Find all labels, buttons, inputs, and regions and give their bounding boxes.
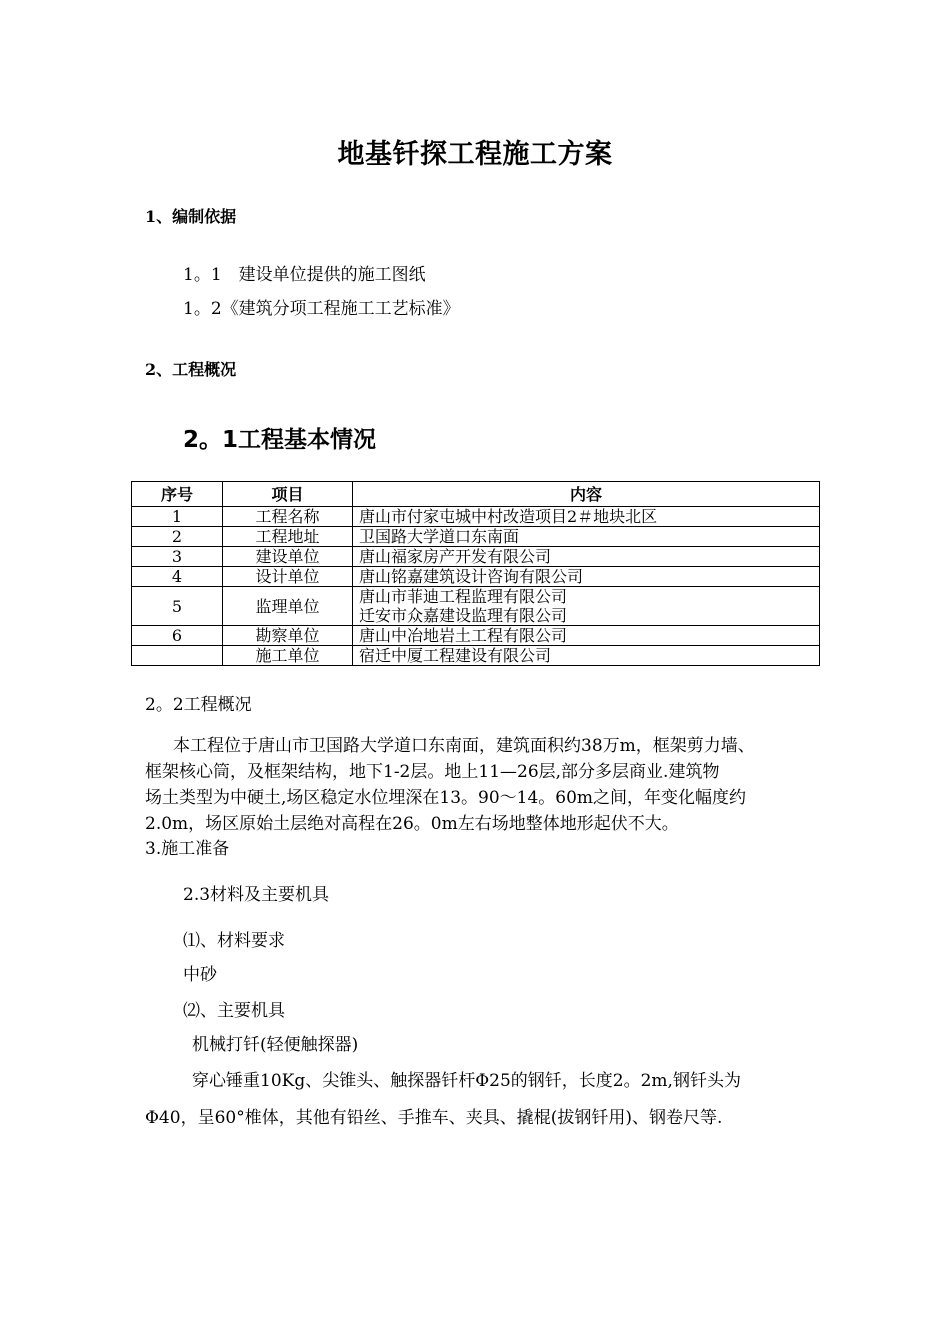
materials-machines-heading: 2.3材料及主要机具 [183, 885, 330, 905]
row-item: 施工单位 [223, 646, 353, 666]
basis-item-2: 1。2《建筑分项工程施工工艺标准》 [183, 299, 460, 319]
header-no: 序号 [132, 482, 223, 507]
overview-line: 场土类型为中硬土,场区稳定水位埋深在13。90～14。60m之间，年变化幅度约 [145, 788, 747, 808]
row-item: 工程名称 [223, 507, 353, 527]
materials-label: ⑴、材料要求 [183, 931, 285, 951]
row-item: 建设单位 [223, 547, 353, 567]
row-item: 勘察单位 [223, 626, 353, 646]
overview-line: 本工程位于唐山市卫国路大学道口东南面，建筑面积约38万m，框架剪力墙、 [173, 736, 755, 756]
row-no [132, 646, 223, 666]
overview-line: 2.0m，场区原始土层绝对高程在26。0m左右场地整体地形起伏不大。 [145, 814, 679, 834]
section1-heading: 1、编制依据 [145, 207, 237, 226]
section2-heading: 2、工程概况 [145, 360, 237, 379]
row-no: 3 [132, 547, 223, 567]
table-header-row [132, 482, 820, 507]
row-content: 卫国路大学道口东南面 [353, 527, 820, 547]
project-info-table [131, 481, 820, 666]
row-item: 监理单位 [223, 587, 353, 626]
row-content: 唐山铭嘉建筑设计咨询有限公司 [353, 567, 820, 587]
row-content: 宿迁中厦工程建设有限公司 [353, 646, 820, 666]
row-item: 工程地址 [223, 527, 353, 547]
materials-value: 中砂 [183, 965, 217, 985]
overview-heading: 2。2工程概况 [145, 695, 252, 715]
row-no: 4 [132, 567, 223, 587]
row-content [353, 587, 820, 626]
row-no: 1 [132, 507, 223, 527]
row-no: 5 [132, 587, 223, 626]
basic-info-heading: 2。1工程基本情况 [183, 427, 377, 453]
row-content-line: 唐山市菲迪工程监理有限公司 [359, 587, 568, 606]
table-row [132, 527, 820, 547]
basis-item-1: 1。1 建设单位提供的施工图纸 [183, 265, 426, 285]
row-content-line: 迁安市众嘉建设监理有限公司 [359, 606, 568, 625]
row-no: 6 [132, 626, 223, 646]
page-title: 地基钎探工程施工方案 [337, 139, 613, 170]
table-row [132, 567, 820, 587]
machine-desc-line-2: Φ40，呈60°椎体，其他有铅丝、手推车、夹具、撬棍(拔钢钎用)、钢卷尺等. [145, 1108, 723, 1128]
overview-line: 框架核心筒，及框架结构，地下1-2层。地上11—26层,部分多层商业.建筑物 [145, 762, 720, 782]
row-content: 唐山中冶地岩土工程有限公司 [353, 626, 820, 646]
header-item: 项目 [223, 482, 353, 507]
table-row [132, 507, 820, 527]
row-no: 2 [132, 527, 223, 547]
header-content: 内容 [353, 482, 820, 507]
machines-label: ⑵、主要机具 [183, 1001, 285, 1021]
table-row [132, 646, 820, 666]
table-row [132, 626, 820, 646]
section3-heading: 3.施工准备 [145, 839, 230, 859]
table-row [132, 587, 820, 626]
table-row [132, 547, 820, 567]
overview-paragraph [145, 733, 825, 837]
row-item: 设计单位 [223, 567, 353, 587]
row-content: 唐山市付家屯城中村改造项目2＃地块北区 [353, 507, 820, 527]
machine-desc-line-1: 穿心锤重10Kg、尖锥头、触探器钎杆Φ25的钢钎，长度2。2m,钢钎头为 [192, 1071, 741, 1091]
machine-item-1: 机械打钎(轻便触探器) [192, 1035, 359, 1055]
row-content: 唐山福家房产开发有限公司 [353, 547, 820, 567]
